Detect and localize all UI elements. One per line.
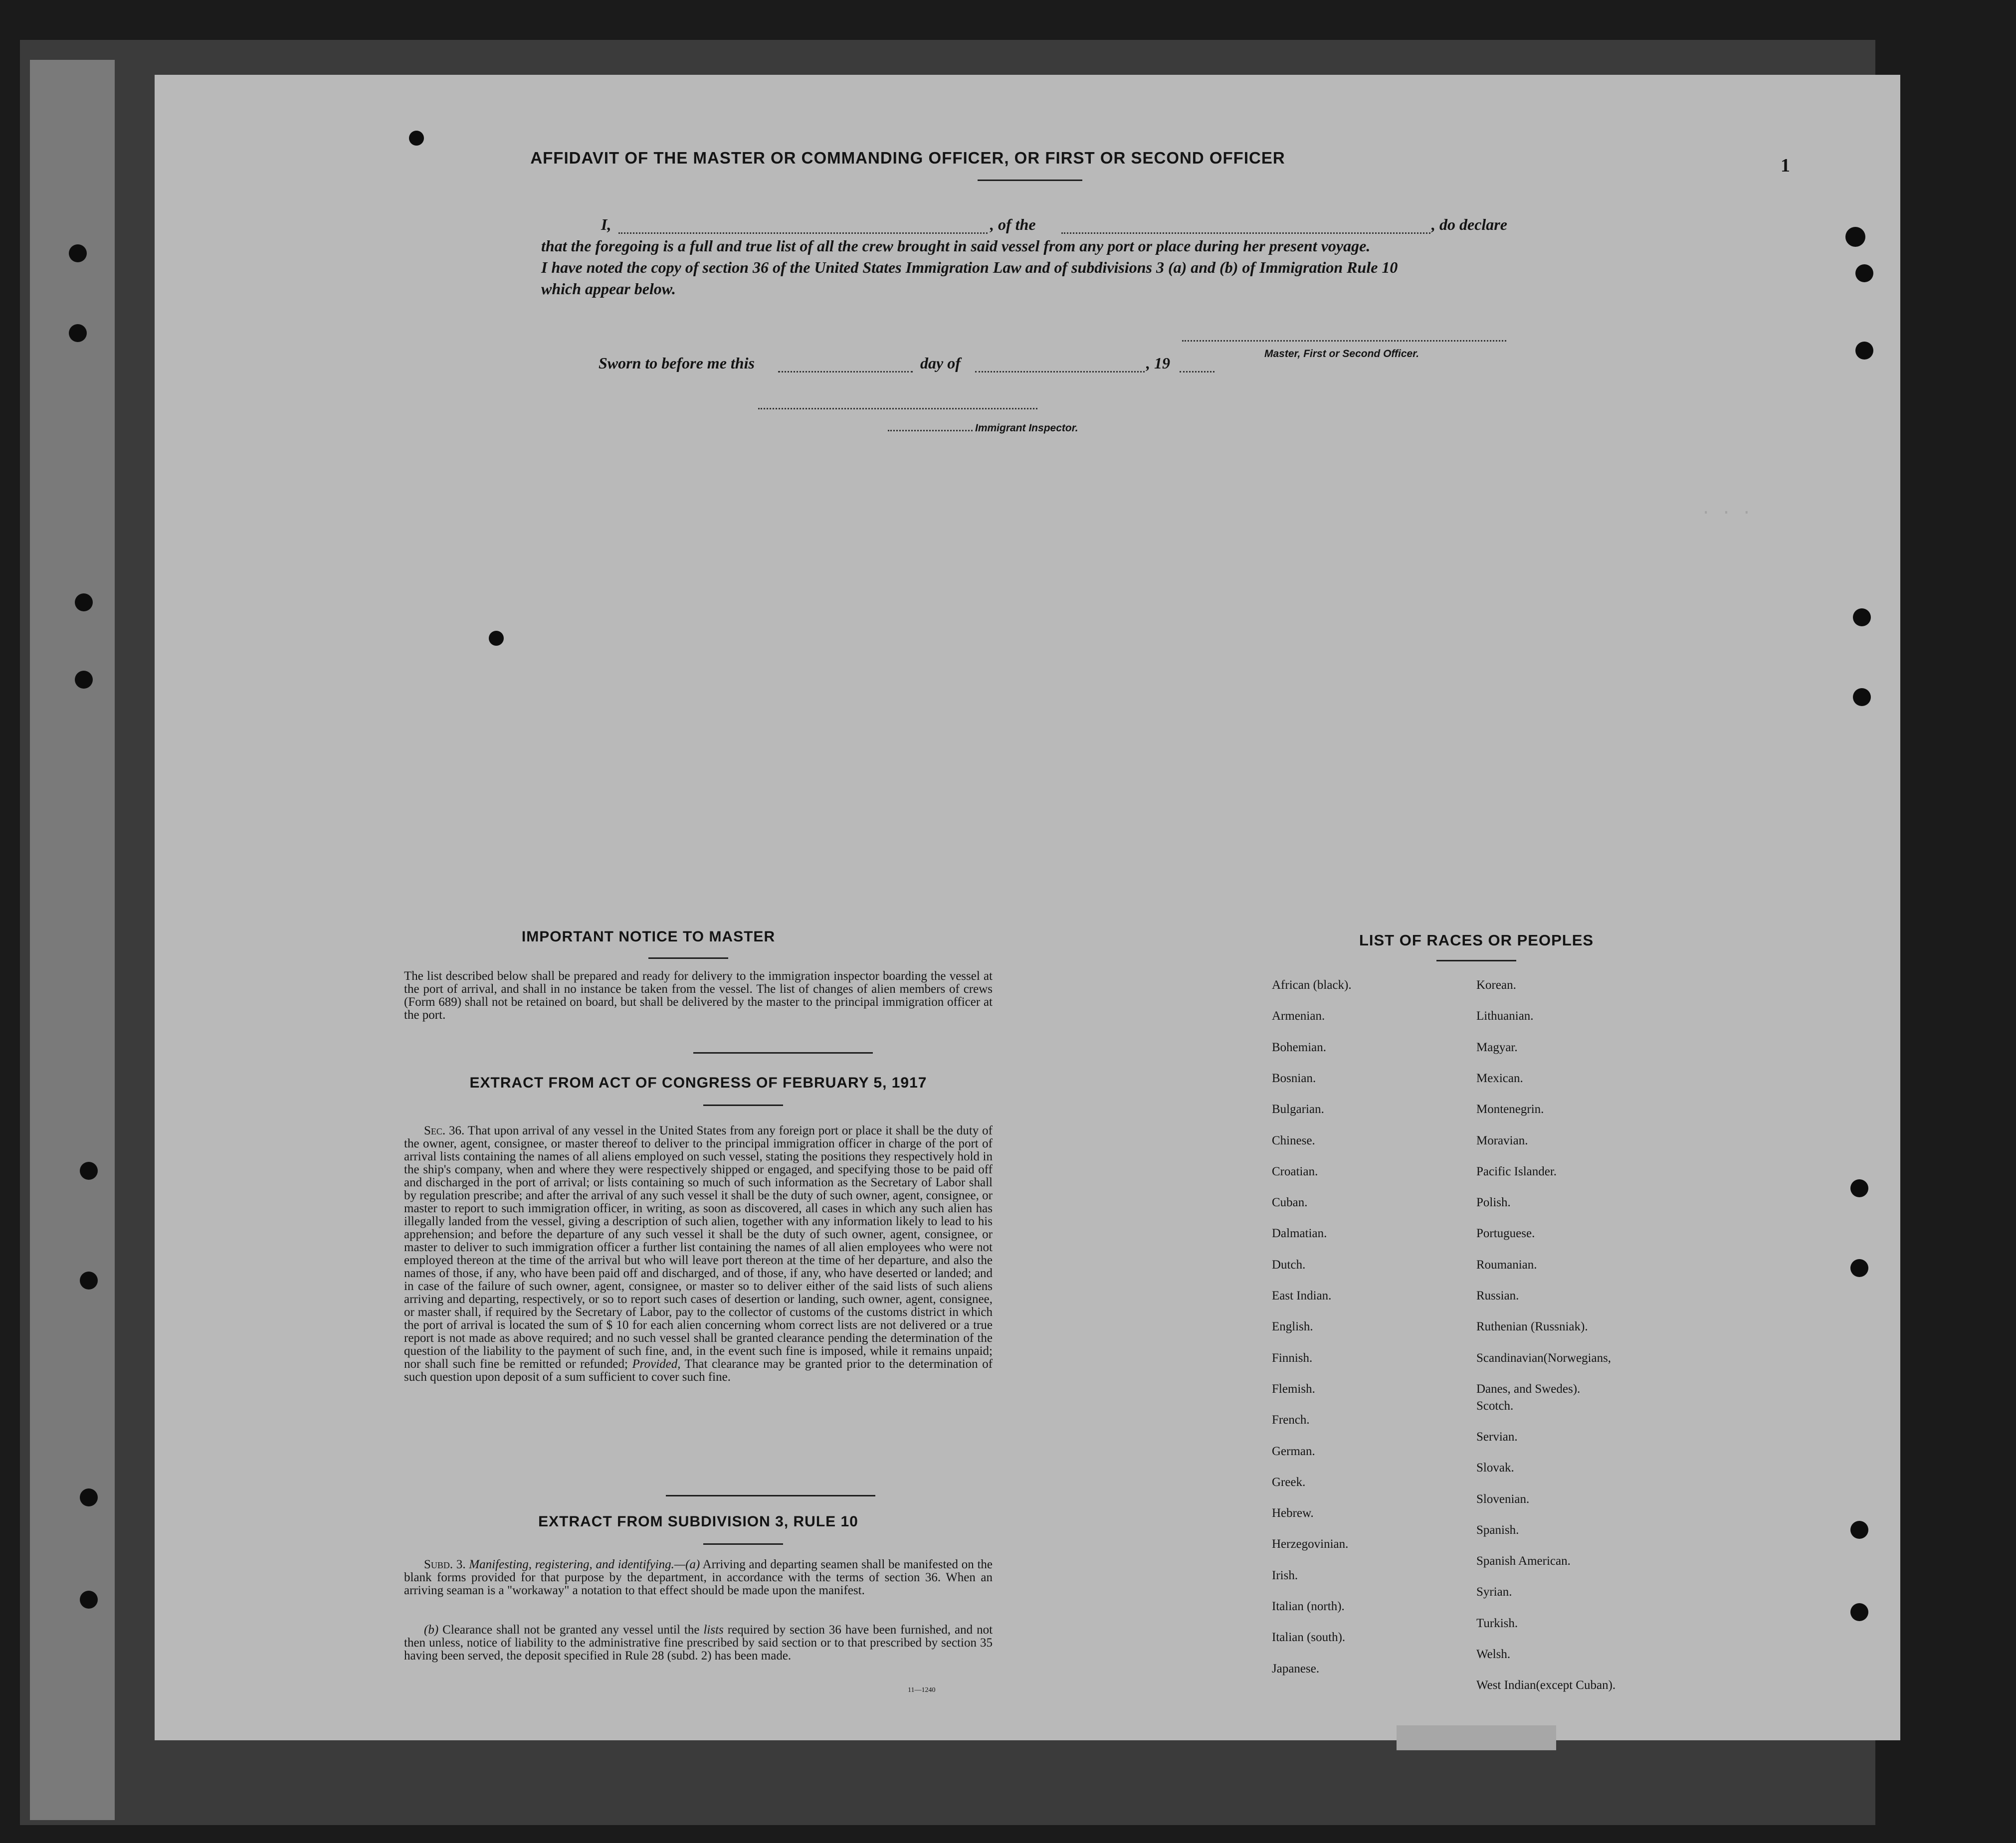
punch-hole [80, 1591, 98, 1609]
master-name-blank[interactable] [618, 232, 988, 234]
punch-hole [1845, 227, 1865, 247]
race-item: Welsh. [1476, 1648, 1511, 1661]
rule-extract-part-a-text: Arriving and departing seamen shall be manifested on the blank forms provided for that purpose by the department, in accordance with the terms of section 36. When an arriving seaman is a "workaway" a notation to that effect should be made upon the manifest. [404, 1558, 993, 1597]
affidavit-i-label: I, [601, 215, 611, 233]
rule-extract-heading: Manifesting, registering, and identifying. [469, 1558, 674, 1571]
notice-body: The list described below shall be prepared and ready for delivery to the immigration inspector boarding the vessel at the port of arrival, and shall in no instance be taken from the vessel. The list of changes of alien members of crews (Form 689) shall not be retained on board, but shall be delivered by the master to the principal immigration officer at the port. [404, 969, 993, 1022]
act-extract-title: EXTRACT FROM ACT OF CONGRESS OF FEBRUARY 5, 1917 [469, 1075, 927, 1091]
rule-extract-part-b-label: (b) [424, 1623, 439, 1637]
race-item: Servian. [1476, 1430, 1518, 1444]
notice-divider [693, 1052, 873, 1054]
races-title: LIST OF RACES OR PEOPLES [1359, 931, 1594, 949]
punch-hole [1853, 688, 1871, 706]
race-item: Italian (north). [1272, 1600, 1345, 1613]
race-item: Japanese. [1272, 1661, 1320, 1675]
sworn-day-blank[interactable] [778, 371, 913, 372]
race-item: Portuguese. [1476, 1227, 1535, 1241]
rule-extract-part-b-text-1: Clearance shall not be granted any vessel until the [442, 1623, 700, 1637]
notice-title: IMPORTANT NOTICE TO MASTER [521, 928, 776, 945]
act-extract-tail: That clearance may be granted prior to the determination of such question upon deposit of a sum sufficient to cover such fine. [404, 1357, 993, 1384]
rule-extract-title-rule [703, 1543, 783, 1545]
punch-hole [80, 1162, 98, 1180]
vessel-name-blank[interactable] [1061, 232, 1430, 234]
rule-extract-part-b [404, 1624, 993, 1662]
race-item: Herzegovinian. [1272, 1537, 1349, 1551]
race-item: English. [1272, 1320, 1313, 1334]
act-extract-provided: Provided, [632, 1357, 681, 1371]
bleed-through-text: · · · [1701, 504, 1752, 523]
affidavit-title: AFFIDAVIT OF THE MASTER OR COMMANDING OFFICER, OR FIRST OR SECOND OFFICER [530, 149, 1285, 167]
inspector-signature-label: Immigrant Inspector. [975, 422, 1078, 434]
punch-hole [1850, 1521, 1868, 1539]
inspector-signature-line-short[interactable] [888, 430, 973, 431]
race-item: Korean. [1476, 978, 1516, 992]
race-item: Scotch. [1476, 1399, 1514, 1413]
punch-hole [1850, 1179, 1868, 1197]
race-item: Cuban. [1272, 1196, 1308, 1210]
race-item: Turkish. [1476, 1616, 1518, 1630]
rule-extract-part-a [404, 1558, 993, 1597]
race-item: Dutch. [1272, 1258, 1306, 1272]
notice-title-rule [648, 957, 728, 959]
act-extract-body [404, 1124, 993, 1384]
punch-hole [75, 671, 93, 689]
binder-strip [30, 60, 115, 1820]
race-item: Pacific Islander. [1476, 1164, 1557, 1178]
race-item: Roumanian. [1476, 1258, 1537, 1272]
rule-extract-title: EXTRACT FROM SUBDIVISION 3, RULE 10 [538, 1513, 858, 1530]
race-item: Italian (south). [1272, 1631, 1346, 1645]
rule-extract-part-b-lists: lists [703, 1623, 724, 1637]
race-item: Chinese. [1272, 1133, 1315, 1147]
race-item: Moravian. [1476, 1133, 1528, 1147]
punch-hole [80, 1488, 98, 1506]
race-item: Bosnian. [1272, 1071, 1316, 1085]
race-item: West Indian(except Cuban). [1476, 1678, 1616, 1692]
affidavit-line-2: that the foregoing is a full and true list of all the crew brought in said vessel from any port or place during her present voyage. [541, 237, 1371, 255]
act-extract-title-rule [703, 1105, 783, 1106]
race-item: Bohemian. [1272, 1040, 1327, 1054]
race-item: East Indian. [1272, 1289, 1332, 1302]
act-extract-section-label: Sec. 36. [424, 1124, 465, 1137]
punch-hole [1850, 1603, 1868, 1621]
master-signature-line[interactable] [1182, 340, 1506, 342]
race-item: Polish. [1476, 1196, 1511, 1210]
races-right-column [1476, 978, 1711, 1692]
race-item: Magyar. [1476, 1040, 1518, 1054]
race-item: Armenian. [1272, 1009, 1325, 1023]
sworn-month-blank[interactable] [975, 371, 1145, 372]
race-item: Spanish American. [1476, 1554, 1571, 1568]
punch-hole [69, 244, 87, 262]
race-item: Russian. [1476, 1289, 1519, 1302]
affidavit-do-declare-label: , do declare [1431, 215, 1507, 233]
race-item: Flemish. [1272, 1382, 1315, 1396]
race-item: Bulgarian. [1272, 1103, 1324, 1116]
race-item: Danes, and Swedes). [1476, 1382, 1581, 1396]
affidavit-line-4: which appear below. [541, 280, 676, 298]
rule-extract-part-b-text-2: required by section 36 have been furnished, and not then unless, notice of liability to the administrative fine prescribed by said section or to that prescribed by section 35 having been served, the deposit specified in Rule 28 (subd. 2) has been made. [404, 1623, 993, 1662]
race-item: German. [1272, 1444, 1315, 1458]
rule-extract-lead: Subd. 3. [424, 1558, 466, 1571]
faded-stamp [1397, 1725, 1556, 1750]
race-item: French. [1272, 1413, 1310, 1427]
race-item: Dalmatian. [1272, 1227, 1327, 1241]
race-item: Ruthenian (Russniak). [1476, 1320, 1588, 1334]
race-item: Hebrew. [1272, 1506, 1314, 1520]
sworn-label: Sworn to before me this [599, 354, 755, 372]
race-item: Lithuanian. [1476, 1009, 1534, 1023]
punch-hole [1855, 264, 1873, 282]
punch-hole [69, 324, 87, 342]
race-item: Greek. [1272, 1475, 1306, 1489]
sworn-year-blank[interactable] [1180, 371, 1214, 372]
race-item: African (black). [1272, 978, 1352, 992]
punch-hole [1855, 342, 1873, 360]
day-of-label: day of [920, 354, 961, 372]
races-title-rule [1436, 960, 1516, 961]
race-item: Croatian. [1272, 1164, 1318, 1178]
document-sheet [155, 75, 1900, 1740]
race-item: Syrian. [1476, 1585, 1512, 1599]
races-left-column [1272, 978, 1461, 1686]
punch-hole [75, 593, 93, 611]
punch-hole [489, 631, 504, 646]
act-extract-divider [666, 1495, 875, 1496]
punch-hole [409, 131, 424, 146]
race-item: Montenegrin. [1476, 1103, 1544, 1116]
master-signature-label: Master, First or Second Officer. [1264, 348, 1419, 360]
race-item: Spanish. [1476, 1523, 1519, 1537]
act-extract-text: That upon arrival of any vessel in the United States from any foreign port or place it shall be the duty of the owner, agent, consignee, or master thereof to deliver to the principal immigration officer in charge of the port of arrival lists containing the names of all aliens employed on such vessel, stating the positions they respectively hold in the ship's company, when and where they were respectively shipped or engaged, and specifying those to be paid off and discharged in the port of arrival; or lists containing so much of such information as the Secretary of Labor shall by regulation prescribe; and after the arrival of any such vessel it shall be the duty of such owner, agent, consignee, or master to report to such immigration officer, in writing, as soon as discovered, all cases in which any such alien has illegally landed from the vessel, giving a description of such alien, together with any information likely to lead to his apprehension; and before the departure of any such vessel it shall be the duty of such owner, agent, consignee, or master to deliver to such immigration officer a further list containing the names of all alien employees who were not employed thereon at the time of the arrival but who will leave port thereon at the time of her departure, and also the names of those, if any, who have been paid off and discharged, and of those, if any, who have deserted or landed; and in case of the failure of such owner, agent, consignee, or master so to deliver either of the said lists of such aliens arriving and departing, respectively, or so to report such cases of desertion or landing, such owner, agent, consignee, or master shall, if required by the Secretary of Labor, pay to the collector of customs of the customs district in which the port of arrival is located the sum of $ 10 for each alien concerning whom correct lists are not delivered or a true report is not made as above required; and no such vessel shall be granted clearance pending the determination of the question of the liability to the payment of such fine, and, in the event such fine is imposed, while it remains unpaid; nor shall such fine be remitted or refunded; [404, 1124, 993, 1371]
affidavit-title-rule [978, 180, 1082, 181]
affidavit-margin-mark: 1 [1781, 155, 1790, 176]
race-item: Scandinavian(Norwegians, [1476, 1351, 1612, 1365]
race-item: Slovenian. [1476, 1492, 1530, 1506]
rule-extract-part-a-label: —(a) [674, 1558, 700, 1571]
race-item: Irish. [1272, 1568, 1298, 1582]
race-item: Slovak. [1476, 1461, 1514, 1475]
punch-hole [1853, 608, 1871, 626]
race-item: Mexican. [1476, 1071, 1523, 1085]
form-code: 11—1240 [908, 1686, 936, 1694]
punch-hole [80, 1272, 98, 1290]
punch-hole [1850, 1259, 1868, 1277]
year-label: , 19 [1146, 354, 1170, 372]
affidavit-line-3: I have noted the copy of section 36 of the United States Immigration Law and of subdivisions 3 (a) and (b) of Immigration Rule 10 [541, 258, 1398, 276]
inspector-signature-line[interactable] [758, 408, 1037, 409]
affidavit-of-the-label: , of the [990, 215, 1036, 233]
race-item: Finnish. [1272, 1351, 1313, 1365]
